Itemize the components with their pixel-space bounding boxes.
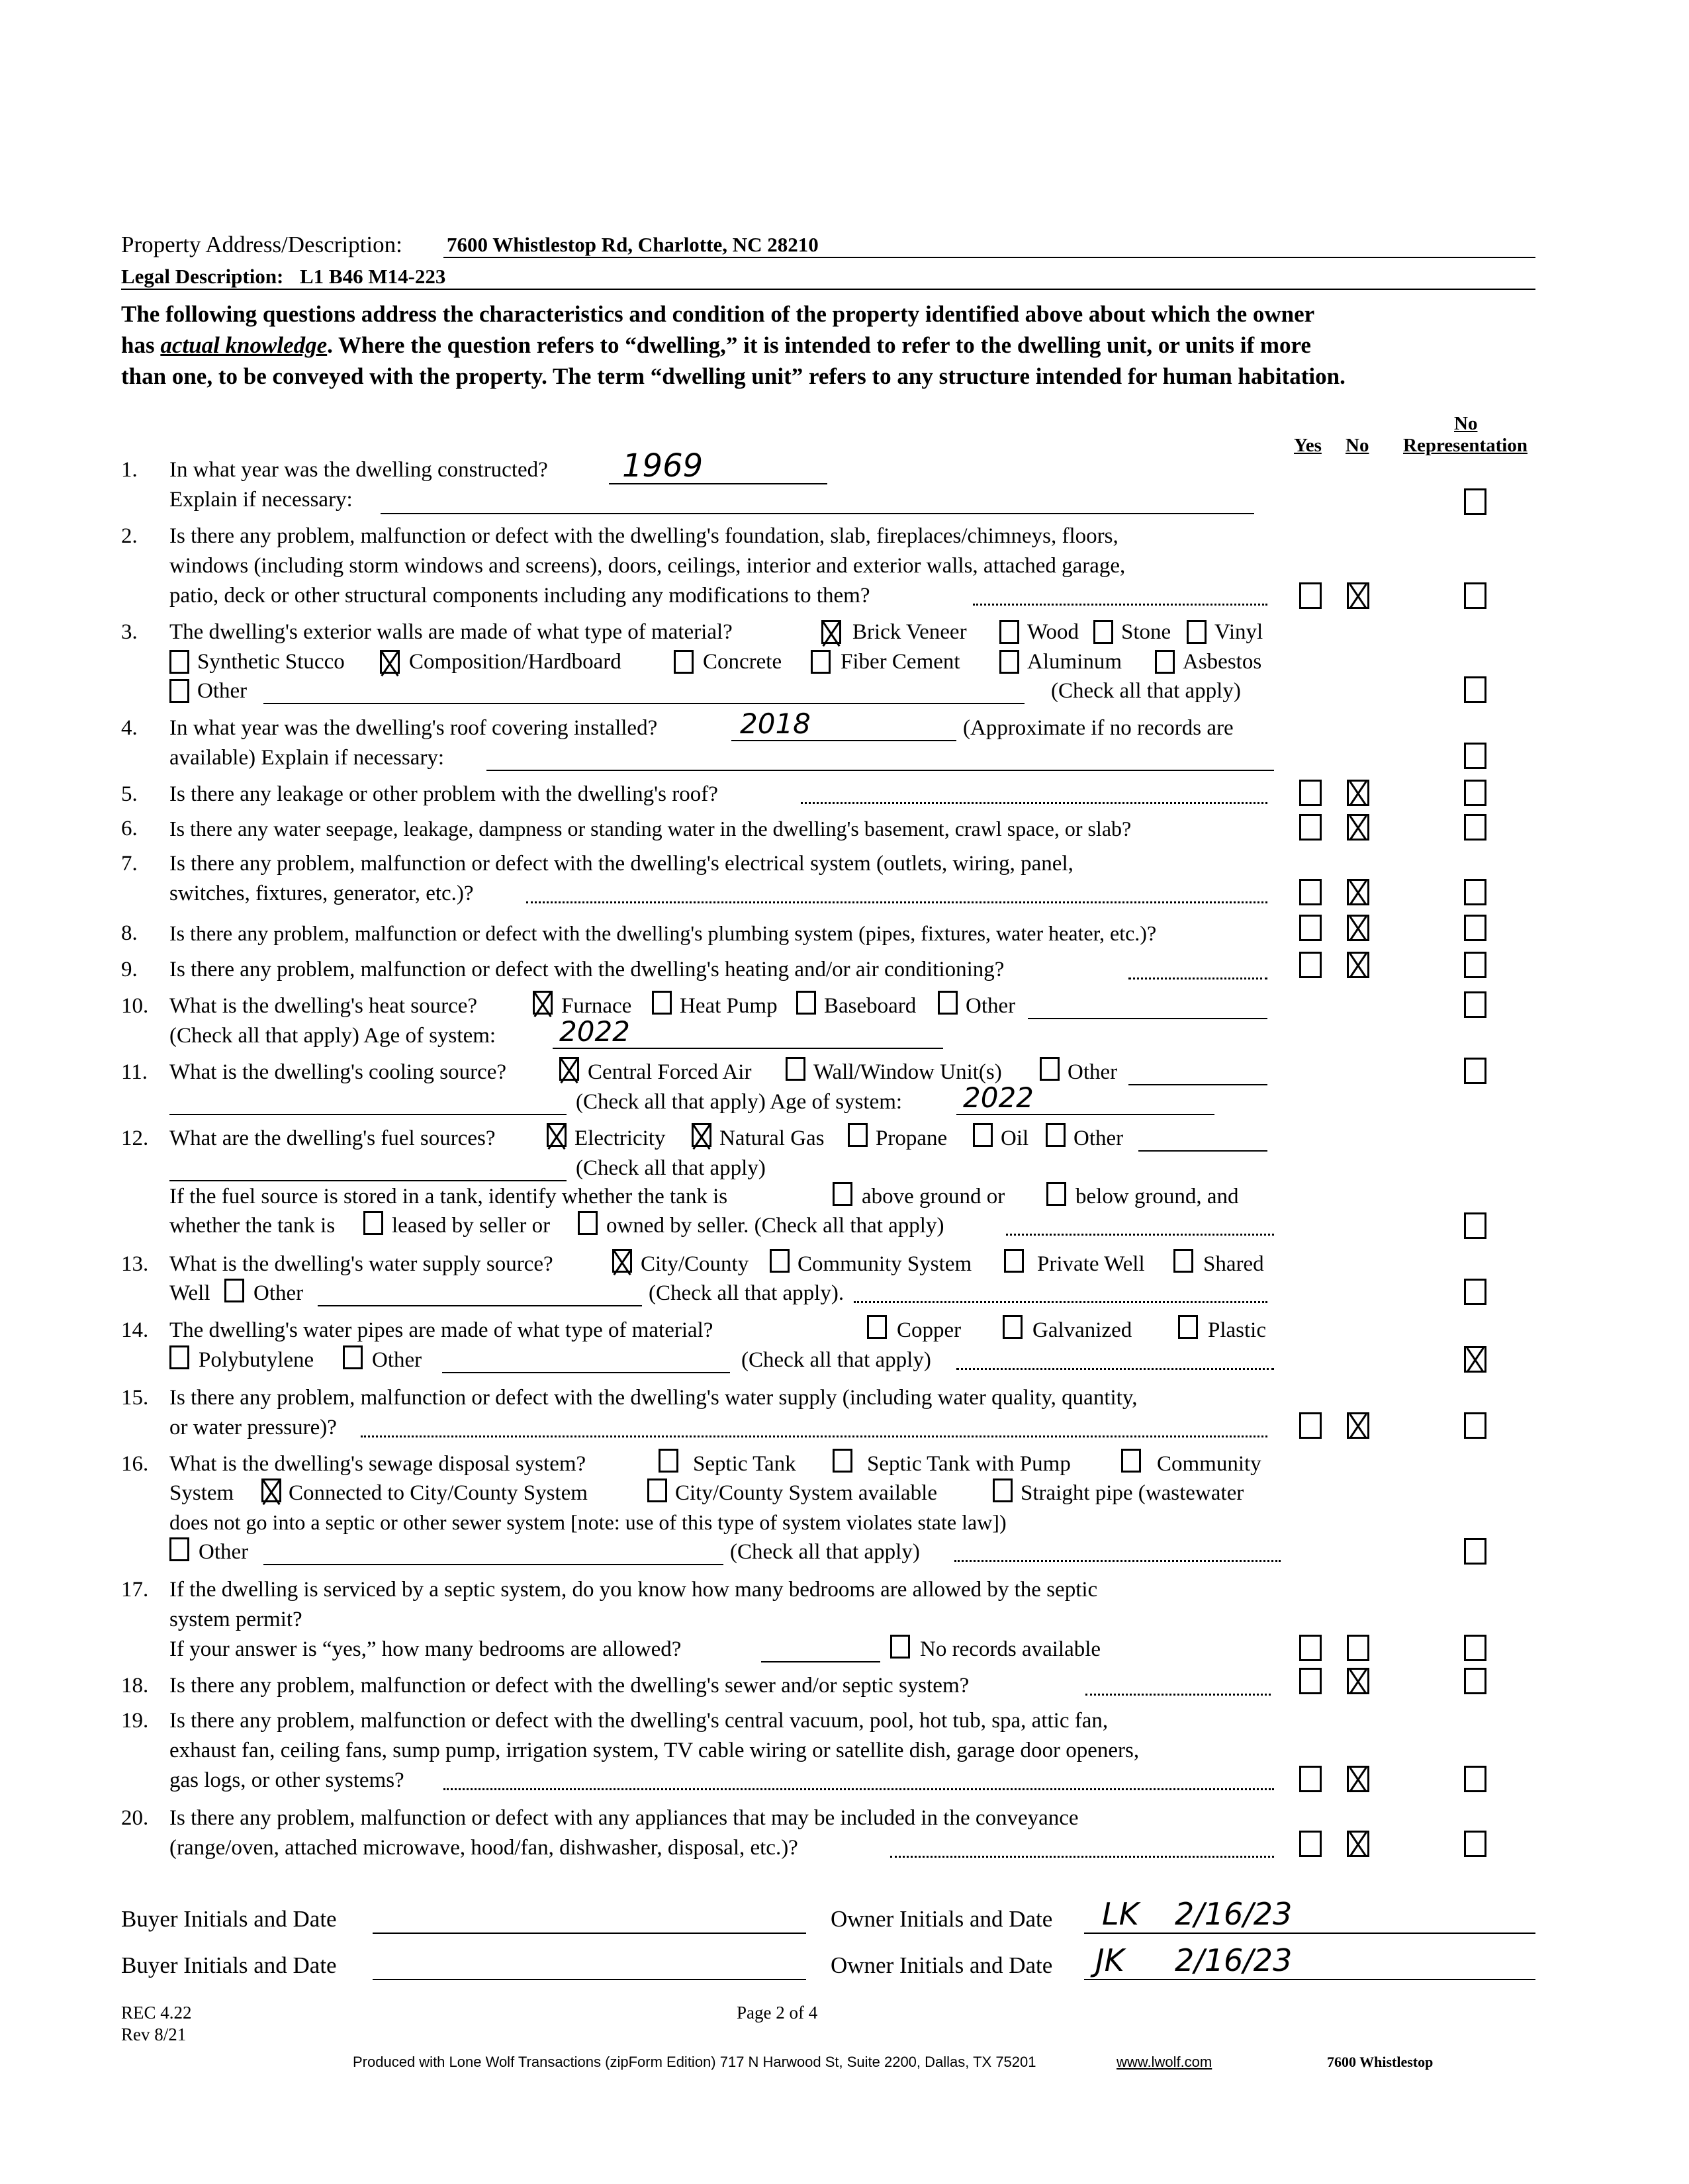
q12-above-box[interactable] — [833, 1182, 852, 1206]
q1-text: In what year was the dwelling constructed? — [169, 458, 548, 482]
q3-number: 3. — [121, 620, 138, 644]
q11-wall-box[interactable] — [786, 1057, 805, 1081]
owner2-date[interactable]: 2/16/23 — [1175, 1942, 1293, 1978]
q12-gas-label: Natural Gas — [719, 1126, 825, 1150]
q9-no-box[interactable] — [1347, 952, 1369, 978]
q10-age-line — [553, 1048, 943, 1049]
q12-propane-label: Propane — [876, 1126, 948, 1150]
q13-number: 13. — [121, 1252, 149, 1276]
q14-other-line[interactable] — [442, 1372, 730, 1373]
q18-text: Is there any problem, malfunction or defect with the dwelling's sewer and/or septic system? — [169, 1674, 970, 1698]
q1-answer[interactable]: 1969 — [622, 447, 704, 484]
q3-other-label: Other — [197, 679, 248, 703]
q2-yes-box[interactable] — [1299, 582, 1322, 609]
q7-text-1: Is there any problem, malfunction or defect with the dwelling's electrical system (outlets, wiring, panel, — [169, 852, 1073, 876]
q4-explain-label: available) Explain if necessary: — [169, 746, 445, 770]
q11-age-line — [956, 1114, 1214, 1115]
q17-yes-box[interactable] — [1299, 1635, 1322, 1661]
q20-no-box[interactable] — [1347, 1831, 1369, 1857]
col-norep-1: No — [1454, 413, 1478, 434]
q14-poly-box[interactable] — [169, 1345, 189, 1369]
q12-leader — [1006, 1234, 1274, 1236]
q12-below-box[interactable] — [1046, 1182, 1066, 1206]
producer-link[interactable]: www.lwolf.com — [1117, 2054, 1212, 2070]
q3-wood-box[interactable] — [999, 620, 1019, 644]
q3-check-note: (Check all that apply) — [1051, 679, 1241, 703]
q12-oil-label: Oil — [1001, 1126, 1029, 1150]
q16-septic-label: Septic Tank — [693, 1452, 796, 1476]
q13-other-label: Other — [253, 1281, 304, 1305]
owner-initials-label-1: Owner Initials and Date — [831, 1906, 1053, 1932]
q13-city-label: City/County — [641, 1252, 749, 1276]
q1-explain-label: Explain if necessary: — [169, 488, 353, 512]
q11-age-label: (Check all that apply) Age of system: — [576, 1090, 903, 1114]
q16-norep-box[interactable] — [1464, 1538, 1486, 1565]
q3-fiber-label: Fiber Cement — [841, 650, 960, 674]
q2-text-1: Is there any problem, malfunction or defect with the dwelling's foundation, slab, fireplaces/chimneys, floors, — [169, 524, 1118, 548]
owner1-initials[interactable]: LK — [1102, 1896, 1139, 1932]
q16-straight-label: Straight pipe (wastewater — [1021, 1481, 1244, 1505]
legal-value: L1 B46 M14-223 — [300, 265, 446, 288]
q19-text-2: exhaust fan, ceiling fans, sump pump, irrigation system, TV cable wiring or satellite dish, garage door openers, — [169, 1739, 1140, 1762]
q14-text: The dwelling's water pipes are made of what type of material? — [169, 1318, 713, 1342]
q12-elec-label: Electricity — [574, 1126, 666, 1150]
q20-text-1: Is there any problem, malfunction or defect with any appliances that may be included in the conveyance — [169, 1806, 1079, 1830]
q12-check-note: (Check all that apply) — [576, 1156, 766, 1180]
q20-leader — [890, 1856, 1274, 1858]
q8-text: Is there any problem, malfunction or defect with the dwelling's plumbing system (pipes, fixtures, water heater, etc.)? — [169, 921, 1157, 945]
q13-private-box[interactable] — [1004, 1249, 1024, 1273]
q7-yes-box[interactable] — [1299, 879, 1322, 905]
q14-plastic-box[interactable] — [1178, 1315, 1198, 1339]
q9-number: 9. — [121, 958, 138, 981]
owner2-initials[interactable]: JK — [1095, 1942, 1124, 1978]
q12-owned-box[interactable] — [578, 1211, 598, 1235]
q10-base-label: Baseboard — [824, 994, 917, 1018]
q14-galv-box[interactable] — [1003, 1315, 1023, 1339]
q2-no-box[interactable] — [1347, 582, 1369, 609]
q19-no-box[interactable] — [1347, 1766, 1369, 1792]
q3-stucco-label: Synthetic Stucco — [197, 650, 345, 674]
q13-norep-box[interactable] — [1464, 1279, 1486, 1305]
q16-conn-label: Connected to City/County System — [289, 1481, 588, 1505]
q5-norep-box[interactable] — [1464, 780, 1486, 806]
col-no: No — [1346, 435, 1369, 456]
address-value: 7600 Whistlestop Rd, Charlotte, NC 28210 — [447, 233, 819, 256]
q11-other-label: Other — [1068, 1060, 1118, 1084]
q14-other-label: Other — [372, 1348, 422, 1372]
q10-age-label: (Check all that apply) Age of system: — [169, 1024, 496, 1048]
q6-no-box[interactable] — [1347, 814, 1369, 841]
q10-other-label: Other — [966, 994, 1016, 1018]
q20-yes-box[interactable] — [1299, 1831, 1322, 1857]
q13-other-box[interactable] — [224, 1279, 244, 1302]
q15-norep-box[interactable] — [1464, 1412, 1486, 1439]
q11-norep-box[interactable] — [1464, 1058, 1486, 1084]
q10-hp-label: Heat Pump — [680, 994, 778, 1018]
q1-norep-box[interactable] — [1464, 488, 1486, 515]
q6-number: 6. — [121, 817, 138, 841]
q10-norep-box[interactable] — [1464, 991, 1486, 1018]
q11-answer[interactable]: 2022 — [963, 1081, 1034, 1114]
q5-number: 5. — [121, 782, 138, 806]
q14-leader — [956, 1368, 1274, 1370]
q10-base-box[interactable] — [796, 991, 816, 1015]
q4-text: In what year was the dwelling's roof covering installed? — [169, 716, 658, 740]
q13-private-label: Private Well — [1037, 1252, 1145, 1276]
q15-number: 15. — [121, 1386, 149, 1410]
q3-stone-box[interactable] — [1093, 620, 1113, 644]
q10-number: 10. — [121, 994, 149, 1018]
q15-text-1: Is there any problem, malfunction or defect with the dwelling's water supply (including water quality, quantity, — [169, 1386, 1138, 1410]
q2-norep-box[interactable] — [1464, 582, 1486, 609]
q16-leader — [954, 1560, 1281, 1562]
q17-text-3: If your answer is “yes,” how many bedrooms are allowed? — [169, 1637, 682, 1661]
q5-leader — [801, 802, 1267, 804]
q12-elec-box[interactable] — [547, 1123, 567, 1147]
q14-norep-box[interactable] — [1464, 1346, 1486, 1373]
q3-concrete-label: Concrete — [703, 650, 782, 674]
q16-avail-box[interactable] — [647, 1479, 667, 1502]
q13-text: What is the dwelling's water supply source? — [169, 1252, 553, 1276]
q3-stucco-box[interactable] — [169, 650, 189, 674]
q15-leader — [361, 1435, 1267, 1437]
q12-other-label: Other — [1073, 1126, 1124, 1150]
q16-system-label: System — [169, 1481, 234, 1505]
q3-alum-label: Aluminum — [1027, 650, 1122, 674]
q3-concrete-box[interactable] — [674, 650, 694, 674]
q3-brick-box[interactable] — [821, 620, 841, 644]
intro-line-3: than one, to be conveyed with the property. The term “dwelling unit” refers to any structure intended for human habitation. — [121, 363, 1346, 389]
col-yes: Yes — [1294, 435, 1322, 456]
q9-norep-box[interactable] — [1464, 952, 1486, 978]
q16-pump-box[interactable] — [833, 1449, 852, 1473]
q3-other-line[interactable] — [263, 703, 1025, 704]
q7-no-box[interactable] — [1347, 879, 1369, 905]
q7-leader — [526, 901, 1267, 903]
q3-comp-box[interactable] — [380, 650, 400, 674]
q3-brick-label: Brick Veneer — [852, 620, 967, 644]
q18-yes-box[interactable] — [1299, 1668, 1322, 1694]
q16-septic-box[interactable] — [659, 1449, 678, 1473]
q12-norep-box[interactable] — [1464, 1212, 1486, 1239]
q12-gas-box[interactable] — [692, 1123, 711, 1147]
q6-text: Is there any water seepage, leakage, dampness or standing water in the dwelling's basement, crawl space, or slab? — [169, 817, 1132, 841]
q11-central-box[interactable] — [559, 1057, 579, 1081]
q13-other-line[interactable] — [318, 1305, 642, 1306]
q1-explain-line[interactable] — [381, 513, 1254, 514]
q16-text: What is the dwelling's sewage disposal system? — [169, 1452, 586, 1476]
q4-text-approx: (Approximate if no records are — [963, 716, 1234, 740]
q16-comm-label: Community — [1157, 1452, 1261, 1476]
q5-yes-box[interactable] — [1299, 780, 1322, 806]
legal-underline — [121, 289, 1535, 290]
form-revision: Rev 8/21 — [121, 2025, 187, 2044]
document-name: 7600 Whistlestop — [1327, 2054, 1434, 2070]
q9-yes-box[interactable] — [1299, 952, 1322, 978]
q10-other-line[interactable] — [1028, 1018, 1267, 1019]
q10-answer[interactable]: 2022 — [559, 1015, 630, 1048]
col-norep-2: Representation — [1403, 435, 1528, 456]
q10-other-box[interactable] — [938, 991, 958, 1015]
q20-text-2: (range/oven, attached microwave, hood/fan, dishwasher, disposal, etc.)? — [169, 1836, 798, 1860]
q13-well-label: Well — [169, 1281, 210, 1305]
q3-asb-box[interactable] — [1155, 650, 1175, 674]
q14-plastic-label: Plastic — [1208, 1318, 1266, 1342]
q12-below-label: below ground, and — [1075, 1185, 1239, 1208]
q13-shared-box[interactable] — [1173, 1249, 1193, 1273]
q19-number: 19. — [121, 1709, 149, 1733]
address-label: Property Address/Description: — [121, 232, 402, 257]
buyer-initials-line-2[interactable] — [373, 1979, 806, 1980]
q18-number: 18. — [121, 1674, 149, 1698]
q5-no-box[interactable] — [1347, 780, 1369, 806]
owner-initials-label-2: Owner Initials and Date — [831, 1952, 1053, 1978]
q12-leased-box[interactable] — [363, 1211, 383, 1235]
address-underline — [443, 257, 1535, 258]
q12-other-line[interactable] — [1138, 1150, 1267, 1152]
q16-other-line[interactable] — [263, 1564, 723, 1565]
q16-text-3: does not go into a septic or other sewer system [note: use of this type of system violates state law]) — [169, 1510, 1007, 1534]
q18-norep-box[interactable] — [1464, 1668, 1486, 1694]
q13-leader — [854, 1301, 1267, 1303]
legal-label: Legal Description: — [121, 265, 284, 288]
q15-yes-box[interactable] — [1299, 1412, 1322, 1439]
q17-norep-box[interactable] — [1464, 1635, 1486, 1661]
q3-comp-label: Composition/Hardboard — [409, 650, 621, 674]
q11-other-box[interactable] — [1040, 1057, 1060, 1081]
q17-norec-box[interactable] — [890, 1635, 910, 1659]
q12-other-line-2[interactable] — [169, 1180, 567, 1181]
q12-tank-text: If the fuel source is stored in a tank, identify whether the tank is — [169, 1185, 728, 1208]
q19-leader — [443, 1788, 1274, 1790]
q11-central-label: Central Forced Air — [588, 1060, 752, 1084]
owner1-date[interactable]: 2/16/23 — [1175, 1896, 1293, 1932]
intro-line-2: has actual knowledge. Where the question refers to “dwelling,” it is intended to refer to the dwelling unit, or units if more — [121, 332, 1311, 358]
q2-text-3: patio, deck or other structural components including any modifications to them? — [169, 584, 870, 608]
q9-leader — [1128, 978, 1267, 979]
q11-other-line-2[interactable] — [169, 1114, 567, 1115]
q15-text-2: or water pressure)? — [169, 1416, 337, 1439]
q17-norec-label: No records available — [920, 1637, 1101, 1661]
q12-number: 12. — [121, 1126, 149, 1150]
q1-number: 1. — [121, 458, 138, 482]
q12-leased-label: leased by seller or — [392, 1214, 551, 1238]
q2-number: 2. — [121, 524, 138, 548]
q6-norep-box[interactable] — [1464, 814, 1486, 841]
q11-wall-label: Wall/Window Unit(s) — [813, 1060, 1002, 1084]
q2-leader — [973, 604, 1267, 606]
q17-text-1: If the dwelling is serviced by a septic system, do you know how many bedrooms are allowed by the septic — [169, 1578, 1098, 1602]
q12-oil-box[interactable] — [973, 1123, 993, 1147]
q7-number: 7. — [121, 852, 138, 876]
q4-answer[interactable]: 2018 — [740, 707, 811, 740]
q10-hp-box[interactable] — [652, 991, 672, 1015]
q14-copper-label: Copper — [897, 1318, 962, 1342]
q1-answer-line — [609, 483, 827, 484]
q18-no-box[interactable] — [1347, 1668, 1369, 1694]
q14-galv-label: Galvanized — [1032, 1318, 1132, 1342]
q17-number: 17. — [121, 1578, 149, 1602]
q4-explain-line[interactable] — [486, 770, 1274, 771]
q16-other-label: Other — [199, 1540, 249, 1564]
q16-number: 16. — [121, 1452, 149, 1476]
q16-check-note: (Check all that apply) — [730, 1540, 920, 1564]
q10-furnace-box[interactable] — [533, 991, 553, 1015]
q13-check-note: (Check all that apply). — [649, 1281, 844, 1305]
q19-text-1: Is there any problem, malfunction or defect with the dwelling's central vacuum, pool, hot tub, spa, attic fan, — [169, 1709, 1109, 1733]
q12-other-box[interactable] — [1046, 1123, 1066, 1147]
intro-line-1: The following questions address the characteristics and condition of the property identified above about which the owner — [121, 301, 1315, 327]
q4-answer-line — [731, 740, 956, 741]
buyer-initials-label-2: Buyer Initials and Date — [121, 1952, 337, 1978]
q17-no-box[interactable] — [1347, 1635, 1369, 1661]
q3-vinyl-label: Vinyl — [1214, 620, 1263, 644]
page-number: Page 2 of 4 — [737, 2003, 818, 2023]
q3-wood-label: Wood — [1027, 620, 1079, 644]
q12-propane-box[interactable] — [848, 1123, 868, 1147]
q16-other-box[interactable] — [169, 1537, 189, 1561]
q5-text: Is there any leakage or other problem with the dwelling's roof? — [169, 782, 718, 806]
q19-yes-box[interactable] — [1299, 1766, 1322, 1792]
q13-comm-label: Community System — [798, 1252, 972, 1276]
q16-comm-box[interactable] — [1121, 1449, 1141, 1473]
q7-norep-box[interactable] — [1464, 879, 1486, 905]
buyer-initials-label-1: Buyer Initials and Date — [121, 1906, 337, 1932]
q11-text: What is the dwelling's cooling source? — [169, 1060, 507, 1084]
q17-text-2: system permit? — [169, 1608, 302, 1631]
q10-text: What is the dwelling's heat source? — [169, 994, 478, 1018]
q9-text: Is there any problem, malfunction or defect with the dwelling's heating and/or air conditioning? — [169, 958, 1005, 981]
q19-text-3: gas logs, or other systems? — [169, 1768, 404, 1792]
q18-leader — [1085, 1694, 1271, 1696]
q14-other-box[interactable] — [343, 1345, 363, 1369]
q3-text: The dwelling's exterior walls are made of what type of material? — [169, 620, 733, 644]
q8-number: 8. — [121, 921, 138, 945]
q16-pump-label: Septic Tank with Pump — [867, 1452, 1071, 1476]
q15-no-box[interactable] — [1347, 1412, 1369, 1439]
form-id: REC 4.22 — [121, 2003, 192, 2023]
q4-norep-box[interactable] — [1464, 743, 1486, 769]
q14-poly-label: Polybutylene — [199, 1348, 314, 1372]
q3-vinyl-box[interactable] — [1187, 620, 1207, 644]
q14-copper-box[interactable] — [867, 1315, 887, 1339]
owner-initials-line-1[interactable] — [1084, 1933, 1535, 1934]
q8-no-box[interactable] — [1347, 915, 1369, 941]
q8-yes-box[interactable] — [1299, 915, 1322, 941]
q3-fiber-box[interactable] — [811, 650, 831, 674]
q17-bedrooms-line[interactable] — [761, 1661, 880, 1662]
q12-owned-label: owned by seller. (Check all that apply) — [606, 1214, 944, 1238]
q3-other-box[interactable] — [169, 679, 189, 703]
q20-number: 20. — [121, 1806, 149, 1830]
q13-comm-box[interactable] — [770, 1249, 790, 1273]
q8-norep-box[interactable] — [1464, 915, 1486, 941]
q16-avail-label: City/County System available — [675, 1481, 937, 1505]
q4-number: 4. — [121, 716, 138, 740]
q2-text-2: windows (including storm windows and screens), doors, ceilings, interior and exterior walls, attached garage, — [169, 554, 1126, 578]
q7-text-2: switches, fixtures, generator, etc.)? — [169, 882, 474, 905]
q12-tank-text-2: whether the tank is — [169, 1214, 336, 1238]
owner-initials-line-2[interactable] — [1084, 1979, 1535, 1980]
q13-city-box[interactable] — [612, 1249, 632, 1273]
q11-other-line[interactable] — [1128, 1084, 1267, 1085]
buyer-initials-line-1[interactable] — [373, 1933, 806, 1934]
q11-number: 11. — [121, 1060, 148, 1084]
q6-yes-box[interactable] — [1299, 814, 1322, 841]
q3-alum-box[interactable] — [999, 650, 1019, 674]
q14-number: 14. — [121, 1318, 149, 1342]
q12-above-label: above ground or — [862, 1185, 1005, 1208]
q20-norep-box[interactable] — [1464, 1831, 1486, 1857]
q16-straight-box[interactable] — [993, 1479, 1013, 1502]
q13-shared-label: Shared — [1203, 1252, 1264, 1276]
q3-stone-label: Stone — [1121, 620, 1171, 644]
producer-credit: Produced with Lone Wolf Transactions (zipForm Edition) 717 N Harwood St, Suite 2200, Dallas, TX 75201 — [353, 2054, 1036, 2070]
q12-text: What are the dwelling's fuel sources? — [169, 1126, 496, 1150]
q3-asb-label: Asbestos — [1183, 650, 1262, 674]
q16-conn-box[interactable] — [261, 1479, 281, 1502]
q19-norep-box[interactable] — [1464, 1766, 1486, 1792]
q10-furnace-label: Furnace — [561, 994, 632, 1018]
actual-knowledge-emphasis: actual knowledge — [160, 332, 328, 358]
q3-norep-box[interactable] — [1464, 676, 1486, 703]
q14-check-note: (Check all that apply) — [741, 1348, 931, 1372]
